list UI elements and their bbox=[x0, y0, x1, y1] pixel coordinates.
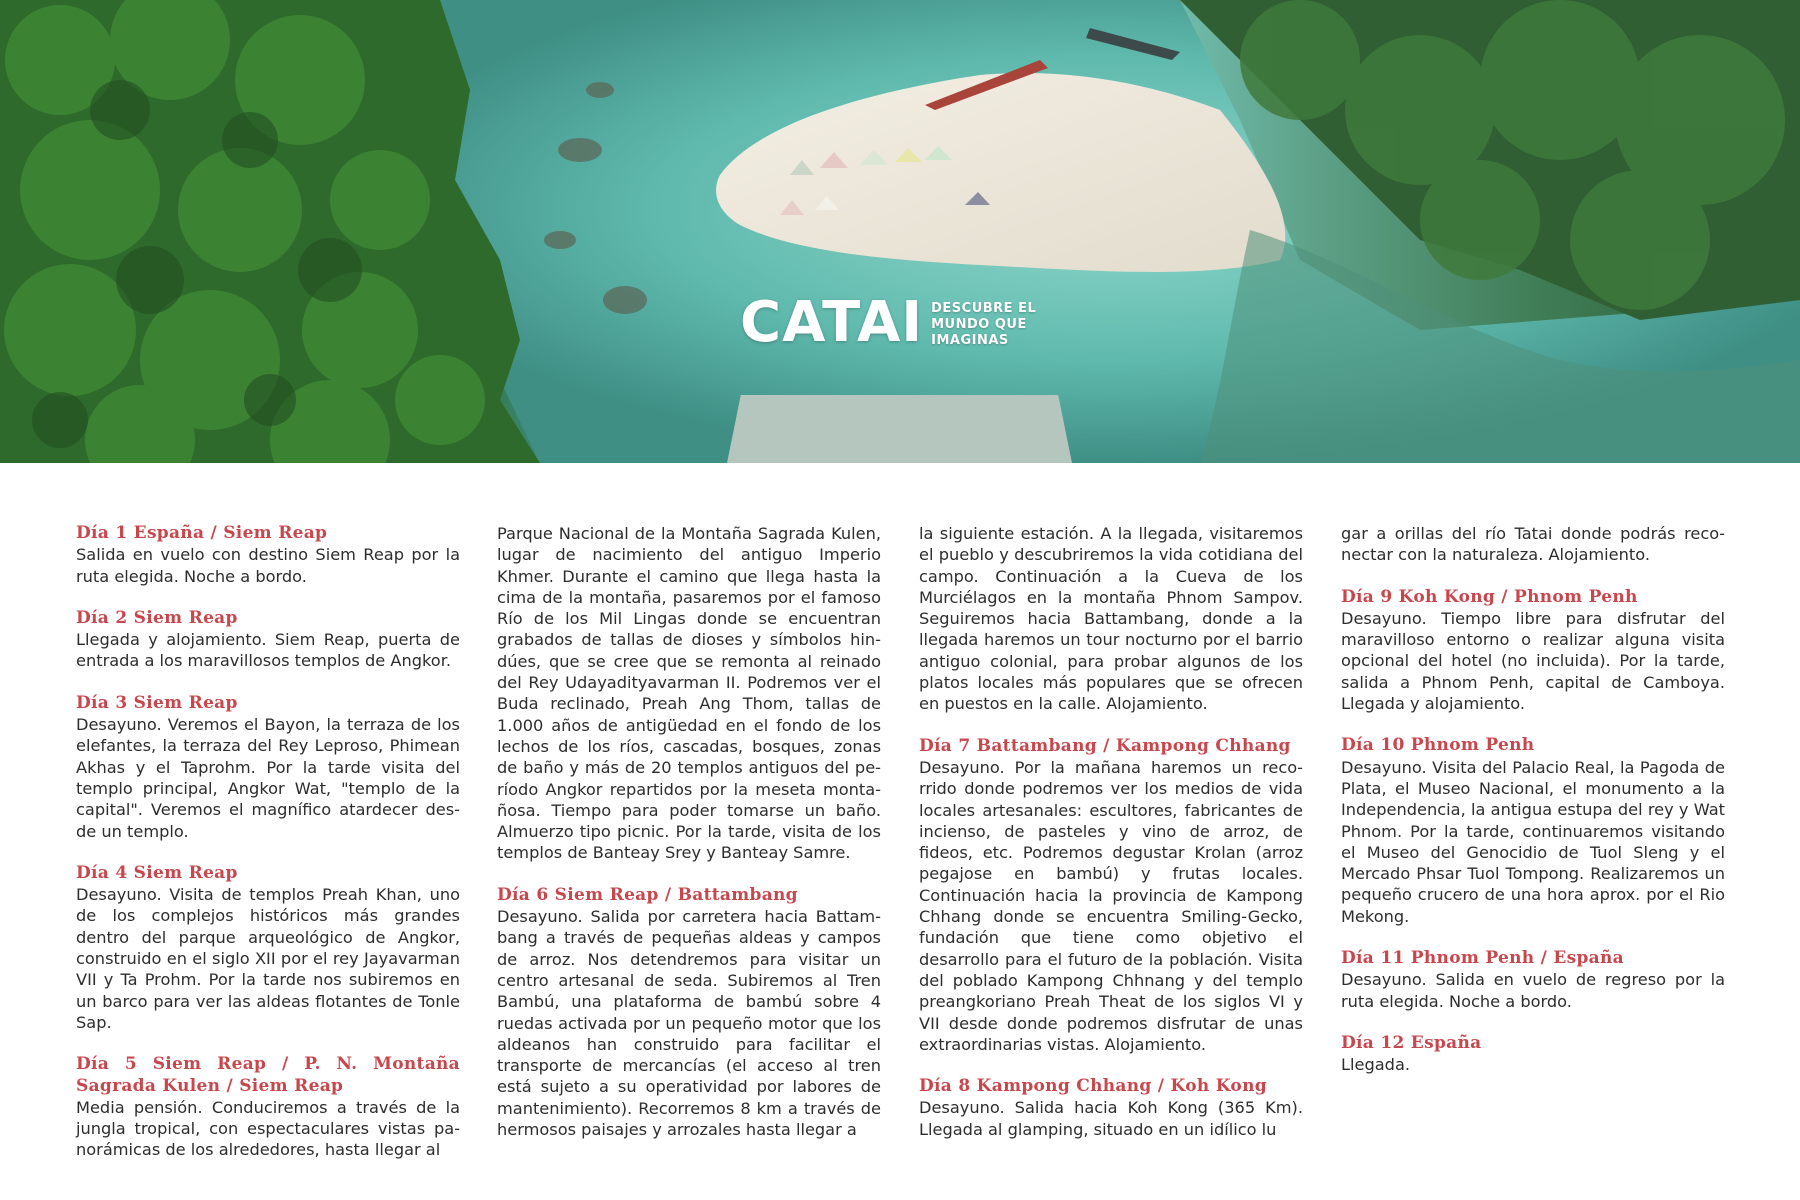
day-title: Día 10 Phnom Penh bbox=[1341, 735, 1535, 756]
day-entry bbox=[76, 523, 460, 587]
day-entry-continued bbox=[919, 523, 1303, 715]
hero-banner bbox=[0, 0, 1800, 463]
day-entry-continued bbox=[1341, 523, 1725, 566]
aerial-island-photo bbox=[0, 0, 1800, 463]
day-text: Desayuno. Salida por carretera hacia Battambang a través de pequeñas aldeas y campos de arroz. Nos detendremos para visitar un centro artesanal de seda. Subiremos al Tren Bambú, una plataforma de bambú sobre 4 ruedas activada por un pequeño motor que los aldeanos han construido para facilitar el transporte de mercancías (el acceso al tren está sujeto a su operatividad por labores de mantenimiento). Recorremos 8 km a través de hermosos paisajes y arrozales hasta llegar a bbox=[497, 907, 881, 1140]
day-title: Día 1 España / Siem Reap bbox=[76, 523, 328, 543]
day-entry bbox=[919, 736, 1303, 1055]
logo-tagline: DESCUBRE EL MUNDO QUE IMAGINAS bbox=[931, 301, 1037, 348]
day-text: Desayuno. Por la mañana haremos un recorrido donde podremos ver los medios de vida locales artesanales: escultores, fabricantes de incienso, de pasteles y vino de arroz, de fideos, etc. Podremos degustar Krolan (arroz pegajose en bambú) y frutas locales. Continuación hacia la provincia de Kampong Chhang donde se encuentra Smiling-Gecko, fundación que tiene como objetivo el desarrollo para el futuro de la población. Visita del poblado Kampong Chhnang y del templo preangkoriano Preah Theat de los siglos VI y VII desde donde podremos disfrutar de unas extraordinarias vistas. Alojamiento. bbox=[919, 757, 1303, 1054]
day-entry-continued bbox=[497, 523, 881, 864]
day-entry bbox=[76, 863, 460, 1033]
day-title: Día 2 Siem Reap bbox=[76, 607, 238, 628]
day-text: Parque Nacional de la Montaña Sagrada Kulen, lugar de nacimiento del antiguo Imperio Khmer. Durante el camino que llega hasta la cima de la montaña, pasaremos por el famoso Río de los Mil Lingas donde se encuentran grabados de tallas de dioses y símbolos hindúes, que se cree que se remonta al reinado del Rey Udayadityavarman II. Podremos ver el Buda reclinado, Preah Ang Thom, tallas de 1.000 años de antigüedad en el fondo de los lechos de los ríos, cascadas, bosques, zonas de baño y más de 20 templos antiguos del período Angkor repartidos por la meseta montañosa. Tiempo para poder tomarse un baño. Almuerzo tipo picnic. Por la tarde, visita de los templos de Banteay Srey y Banteay Samre. bbox=[497, 524, 881, 863]
day-title: Día 6 Siem Reap / Battambang bbox=[497, 884, 798, 905]
day-entry bbox=[76, 693, 460, 842]
day-entry bbox=[1341, 735, 1725, 927]
column-3 bbox=[919, 523, 1303, 1161]
day-entry bbox=[1341, 948, 1725, 1012]
day-text: Desayuno. Tiempo libre para disfrutar del maravilloso entorno o realizar alguna visita opcional del hotel (no incluida). Por la tarde, salida a Phnom Penh, capital de Camboya. Llegada y alojamiento. bbox=[1341, 608, 1725, 714]
day-text: gar a orillas del río Tatai donde podrás reconectar con la naturaleza. Alojamiento. bbox=[1341, 524, 1725, 565]
day-text: Llegada. bbox=[1341, 1055, 1411, 1075]
catai-logo bbox=[740, 290, 1061, 355]
day-text: la siguiente estación. A la llegada, visitaremos el pueblo y descubriremos la vida cotidiana del campo. Continuación a la Cueva de los Murciélagos en la montaña Phnom Sampov. Seguiremos hacia Battambang, donde a la llegada haremos un tour nocturno por el barrio antiguo colonial, para probar algunos de los platos locales más populares que se ofrecen en puestos en la calle. Alojamiento. bbox=[919, 524, 1303, 714]
day-text: Desayuno. Veremos el Bayon, la terraza de los elefantes, la terraza del Rey Leproso, Phimean Akhas y el Taprohm. Por la tarde visita del templo principal, Angkor Wat, "templo de la capital". Veremos el magnífico atardecer desde un templo. bbox=[76, 715, 460, 841]
hero-tab-shape bbox=[727, 395, 1072, 463]
logo-wordmark: CATAI bbox=[740, 290, 924, 355]
day-text: Desayuno. Salida en vuelo de regreso por la ruta elegida. Noche a bordo. bbox=[1341, 970, 1725, 1011]
day-entry bbox=[76, 608, 460, 672]
day-title: Día 3 Siem Reap bbox=[76, 692, 238, 713]
day-entry bbox=[497, 885, 881, 1141]
day-text: Salida en vuelo con destino Siem Reap por la ruta elegida. Noche a bordo. bbox=[76, 545, 460, 586]
day-title: Día 11 Phnom Penh / España bbox=[1341, 948, 1624, 969]
column-1 bbox=[76, 523, 460, 1182]
day-entry bbox=[1341, 1033, 1725, 1076]
day-title: Día 7 Battambang / Kampong Chhang bbox=[919, 735, 1291, 756]
day-entry bbox=[919, 1076, 1303, 1140]
day-title: Día 4 Siem Reap bbox=[76, 862, 238, 883]
day-title: Día 9 Koh Kong / Phnom Penh bbox=[1341, 586, 1638, 607]
day-title: Día 12 España bbox=[1341, 1032, 1482, 1053]
day-text: Desayuno. Visita del Palacio Real, la Pagoda de Plata, el Museo Nacional, el monumento a la Independencia, la antigua estupa del rey y Wat Phnom. Por la tarde, continuaremos visitando el Museo del Genocidio de Tuol Sleng y el Mercado Phsar Tuol Tompong. Realizaremos un pequeño crucero de una hora aprox. por el Rio Mekong. bbox=[1341, 757, 1725, 926]
day-entry bbox=[76, 1054, 460, 1160]
day-text: Desayuno. Visita de templos Preah Khan, uno de los complejos históricos más grandes dentro del parque arqueológico de Angkor, construido en el siglo XII por el rey Jayavarman VII y Ta Prohm. Por la tarde nos subiremos en un barco para ver las aldeas flotantes de Tonle Sap. bbox=[76, 885, 460, 1032]
day-text: Desayuno. Salida hacia Koh Kong (365 Km). Llegada al glamping, situado en un idílico lu bbox=[919, 1098, 1303, 1139]
column-4 bbox=[1341, 523, 1725, 1097]
day-title: Día 5 Siem Reap / P. N. Montaña Sagrada Kulen / Siem Reap bbox=[76, 1054, 460, 1096]
day-title: Día 8 Kampong Chhang / Koh Kong bbox=[919, 1076, 1267, 1097]
day-text: Media pensión. Conduciremos a través de la jungla tropical, con espectaculares vistas panorámicas de los alrededores, hasta llegar al bbox=[76, 1097, 460, 1160]
day-entry bbox=[1341, 587, 1725, 715]
day-text: Llegada y alojamiento. Siem Reap, puerta de entrada a los maravillosos templos de Angkor. bbox=[76, 630, 460, 671]
column-2 bbox=[497, 523, 881, 1161]
